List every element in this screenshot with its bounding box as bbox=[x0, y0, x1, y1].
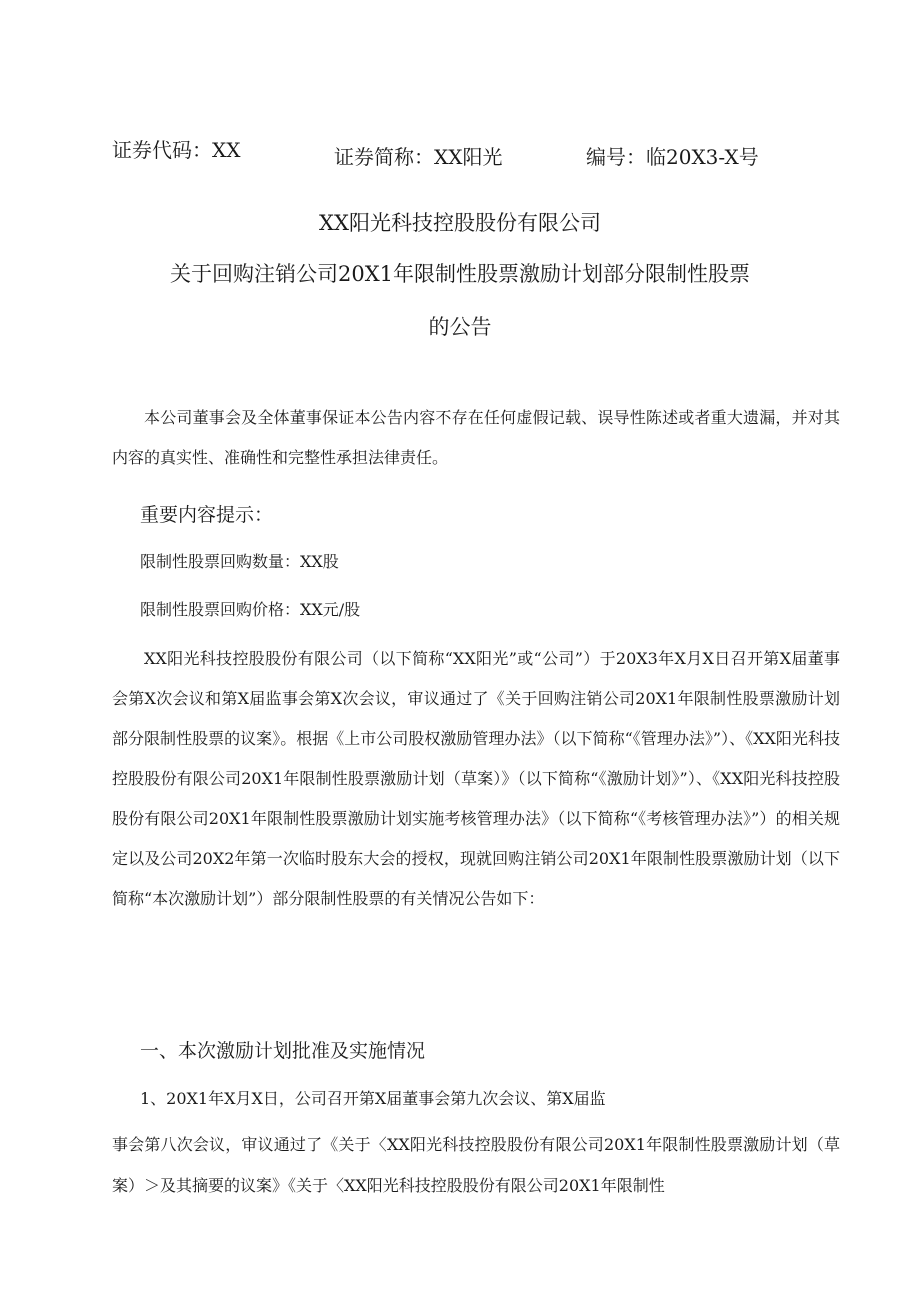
repurchase-quantity: 限制性股票回购数量：XX股 bbox=[140, 552, 339, 571]
announcement-number: 编号：临20X3-X号 bbox=[586, 145, 759, 169]
security-code: 证券代码：XX bbox=[112, 138, 241, 162]
section1-item1-continuation: 事会第八次会议，审议通过了《关于〈XX阳光科技控股股份有限公司20X1年限制性股票激励计划（草案）＞及其摘要的议案》《关于〈XX阳光科技控股股份有限公司20X1年限制性 bbox=[112, 1135, 840, 1195]
announcement-title-suffix: 的公告 bbox=[428, 315, 492, 339]
section1-item1-first-line: 1、20X1年X月X日，公司召开第X届董事会第九次会议、第X届监 bbox=[140, 1089, 606, 1108]
announcement-title: 关于回购注销公司20X1年限制性股票激励计划部分限制性股票 bbox=[169, 262, 751, 286]
board-statement: 本公司董事会及全体董事保证本公告内容不存在任何虚假记载、误导性陈述或者重大遗漏，并对其内容的真实性、准确性和完整性承担法律责任。 bbox=[112, 408, 840, 467]
main-paragraph: XX阳光科技控股股份有限公司（以下简称“XX阳光”或“公司”）于20X3年X月X日召开第X届董事会第X次会议和第X届监事会第X次会议，审议通过了《关于回购注销公司20X1年限制性股票激励计划部分限制性股票的议案》。根据《上市公司股权激励管理办法》（以下简称“《管理办法》”）、《XX阳光科技控股股份有限公司20X1年限制性股票激励计划（草案）》（以下简称“《激励计划》”）、《XX阳光科技控股股份有限公司20X1年限制性股票激励计划实施考核管理办法》（以下简称“《考核管理办法》”）的相关规定以及公司20X2年第一次临时股东大会的授权，现就回购注销公司20X1年限制性股票激励计划（以下简称“本次激励计划”）部分限制性股票的有关情况公告如下： bbox=[112, 649, 840, 908]
repurchase-price: 限制性股票回购价格：XX元/股 bbox=[140, 600, 361, 619]
key-points-heading: 重要内容提示： bbox=[140, 504, 274, 526]
section-heading-1: 一、本次激励计划批准及实施情况 bbox=[140, 1040, 426, 1062]
company-name-title: XX阳光科技控股股份有限公司 bbox=[319, 211, 601, 235]
security-abbreviation: 证券简称：XX阳光 bbox=[334, 145, 503, 169]
